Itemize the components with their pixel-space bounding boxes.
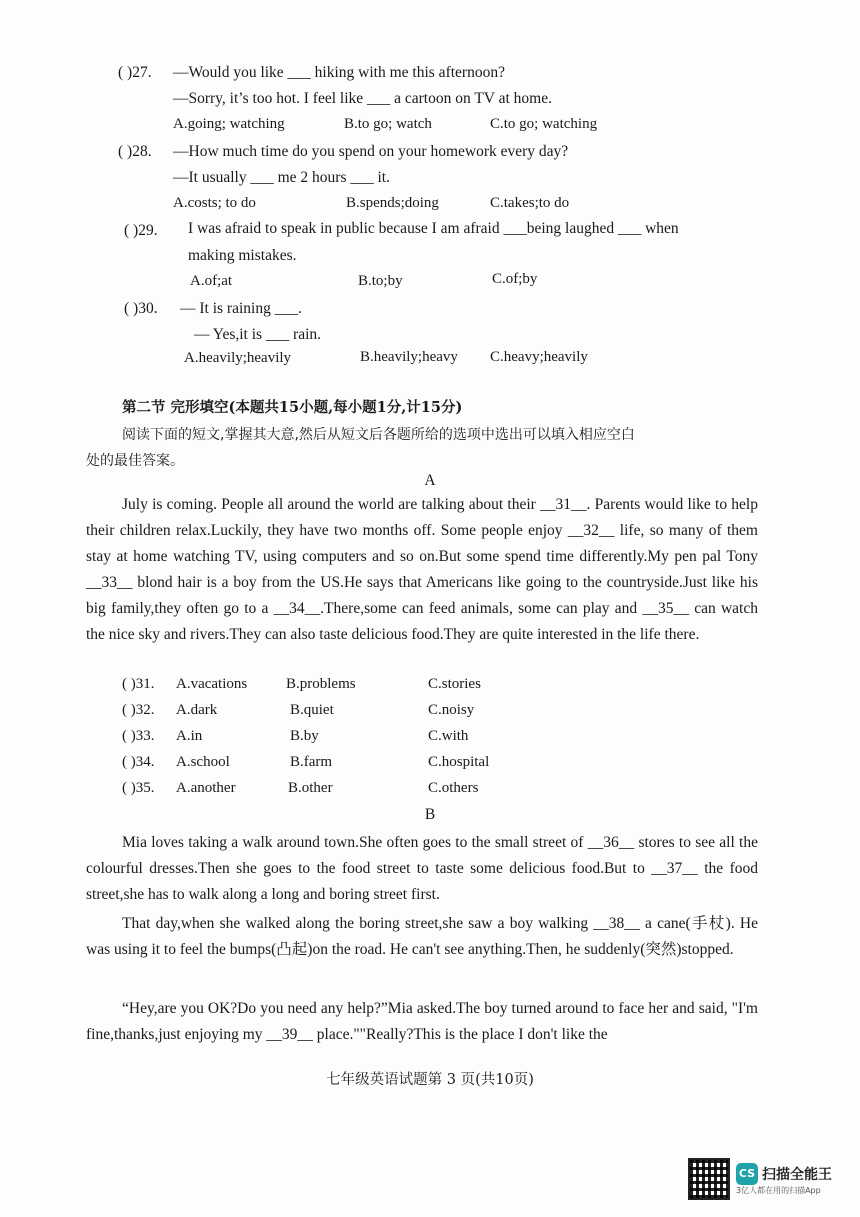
q27-line1: —Would you like ___ hiking with me this afternoon? <box>173 64 505 81</box>
q30-number: ( )30. <box>124 300 158 317</box>
q35-number: ( )35. <box>122 780 155 796</box>
q27-option-c: C.to go; watching <box>490 116 598 132</box>
q27-option-a: A.going; watching <box>173 116 285 132</box>
q35-option-b: B.other <box>288 780 333 796</box>
q34-option-c: C.hospital <box>428 754 490 770</box>
q32-option-a: A.dark <box>176 702 218 718</box>
q29-option-a: A.of;at <box>190 273 233 289</box>
section-instruction-1: 阅读下面的短文,掌握其大意,然后从短文后各题所给的选项中选出可以填入相应空白 <box>122 427 635 443</box>
q34-number: ( )34. <box>122 754 155 770</box>
scanner-brand-block <box>736 1163 832 1196</box>
q34-option-b: B.farm <box>290 754 333 770</box>
passage-b-paragraph-2: That day,when she walked along the boring street,she saw a boy walking __38__ a cane(手杖). He was using it to feel the bumps(凸起)on the road. He can't see anything.Then, he suddenly(突然)stopped. <box>86 915 758 958</box>
q30-line1: — It is raining ___. <box>180 300 302 317</box>
passage-b-paragraph-3: “Hey,are you OK?Do you need any help?”Mia asked.The boy turned around to face her and said, "I'm fine,thanks,just enjoying my __39__ place.""Really?This is the place I don't like the <box>86 1000 758 1043</box>
q28-number: ( )28. <box>118 143 152 160</box>
q29-line1: I was afraid to speak in public because I am afraid ___being laughed ___ when <box>188 220 679 237</box>
q28-option-a: A.costs; to do <box>173 195 256 211</box>
q32-option-b: B.quiet <box>290 702 334 718</box>
q27-number: ( )27. <box>118 64 152 81</box>
passage-a-text: July is coming. People all around the world are talking about their __31__. Parents would like to help their children relax.Luckily, they have two months off. Some people enjoy __32__ life, so many of them stay at home watching TV, using computers and so on.But some spend time differently.My pen pal Tony __33__ blond hair is a boy from the US.He says that Americans like going to the countryside.Just like his big family,they often go to a __34__.There,some can feed animals, some can play and __35__ can watch the nice sky and rivers.They can also taste delicious food.They are quite interested in the life there. <box>86 496 758 643</box>
q32-option-c: C.noisy <box>428 702 475 718</box>
q28-option-b: B.spends;doing <box>346 195 439 211</box>
q33-option-a: A.in <box>176 728 203 744</box>
scanner-watermark <box>688 1158 832 1200</box>
q28-line2: —It usually ___ me 2 hours ___ it. <box>173 169 390 186</box>
q31-number: ( )31. <box>122 676 155 692</box>
q30-option-c: C.heavy;heavily <box>490 349 588 365</box>
q35-option-c: C.others <box>428 780 479 796</box>
scanner-tagline: 3亿人都在用的扫描App <box>736 1185 821 1195</box>
qr-code-icon <box>688 1158 730 1200</box>
q30-option-b: B.heavily;heavy <box>360 349 458 365</box>
q33-option-b: B.by <box>290 728 319 744</box>
q28-option-c: C.takes;to do <box>490 195 570 211</box>
passage-a-label: A <box>424 472 436 489</box>
page-footer: 七年级英语试题第 3 页(共10页) <box>326 1072 534 1088</box>
q29-option-b: B.to;by <box>358 273 403 289</box>
q29-option-c: C.of;by <box>492 271 538 287</box>
q30-option-a: A.heavily;heavily <box>184 350 292 366</box>
q30-line2: — Yes,it is ___ rain. <box>194 326 322 343</box>
passage-b-paragraph-1: Mia loves taking a walk around town.She often goes to the small street of __36__ stores to see all the colourful dresses.Then she goes to the food street to taste some delicious food.But to __37__ the food street,she has to walk along a long and boring street first. <box>86 834 758 903</box>
q31-option-a: A.vacations <box>176 676 248 692</box>
scanner-brand-name: 扫描全能王 <box>762 1166 832 1183</box>
q27-line2: —Sorry, it’s too hot. I feel like ___ a cartoon on TV at home. <box>173 90 552 107</box>
q29-line2: making mistakes. <box>188 247 297 264</box>
cs-logo-icon: CS <box>736 1163 758 1185</box>
q29-number: ( )29. <box>124 222 158 239</box>
q35-option-a: A.another <box>176 780 236 796</box>
q32-number: ( )32. <box>122 702 155 718</box>
q33-option-c: C.with <box>428 728 469 744</box>
q27-option-b: B.to go; watch <box>344 116 432 132</box>
passage-b-label: B <box>424 806 436 823</box>
q31-option-b: B.problems <box>286 676 356 692</box>
q33-number: ( )33. <box>122 728 155 744</box>
q34-option-a: A.school <box>176 754 230 770</box>
section-instruction-2: 处的最佳答案。 <box>86 453 184 469</box>
q28-line1: —How much time do you spend on your homework every day? <box>173 143 569 160</box>
q31-option-c: C.stories <box>428 676 481 692</box>
section-title: 第二节 完形填空(本题共15小题,每小题1分,计15分) <box>122 399 463 416</box>
